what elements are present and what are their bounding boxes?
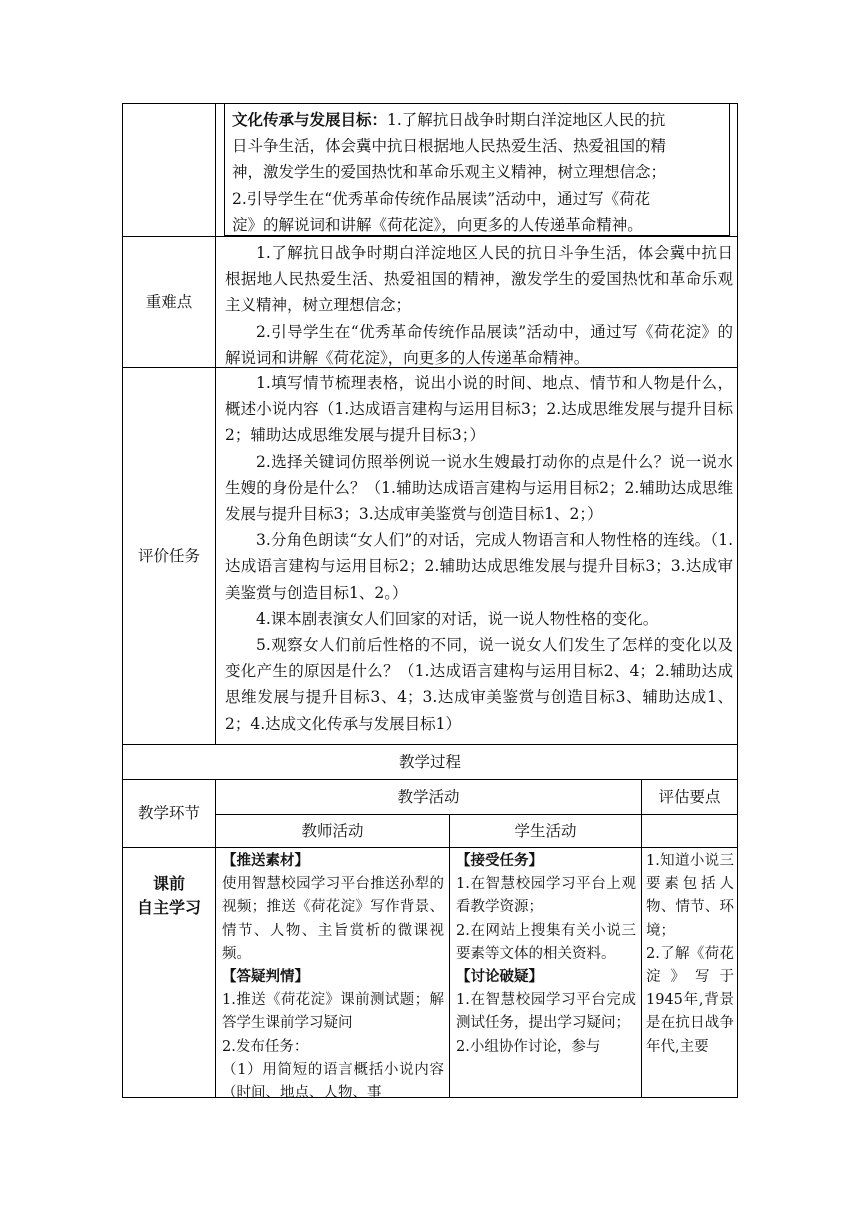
culture-goal-line3: 神，激发学生的爱国热忱和革命乐观主义精神，树立理想信念；: [232, 163, 667, 182]
inner-frame-left: [224, 103, 225, 235]
student-heading-accept-task: 【接受任务】: [456, 853, 543, 869]
eval-column-divider: [641, 779, 642, 1098]
teacher-heading-answer-questions: 【答疑判情】: [222, 969, 309, 986]
inner-frame-right: [729, 103, 730, 235]
evaluation-task-4: 4.课本剧表演女人们回家的对话，说一说人物性格的变化。: [256, 609, 659, 628]
evaluation-task-2: 2.选择关键词仿照举例说一说水生嫂最打动你的点是什么？说一说水生嫂的身份是什么？（1.辅助达成语言建构与运用目标2；2.辅助达成思维发展与提升目标3；3.达成审美鉴赏与创造目标1、2；）: [225, 452, 733, 524]
eval-point-1: 1.知道小说三要素包括人物、情节、环境；: [646, 853, 734, 939]
pre-class-stage-line1: 课前: [152, 873, 185, 893]
table-border-right: [737, 103, 738, 1098]
student-heading-discuss: 【讨论破疑】: [456, 969, 543, 986]
row-line-top: [122, 103, 738, 104]
key-points-label: 重难点: [145, 292, 193, 311]
activity-divider: [449, 814, 450, 1098]
student-activity-cell: [456, 850, 636, 1059]
student-accept-text-2: 2.在网站上搜集有关小说三要素等文体的相关资料。: [456, 922, 636, 962]
teacher-heading-push-materials: 【推送素材】: [222, 853, 309, 869]
culture-goal-line1: 1.了解抗日战争时期白洋淀地区人民的抗: [387, 111, 666, 129]
evaluation-task-1: 1.填写情节梳理表格，说出小说的时间、地点、情节和人物是什么，概述小说内容（1.达成语言建构与运用目标3；2.达成思维发展与提升目标2；辅助达成思维发展与提升目标3；）: [225, 374, 733, 445]
student-accept-text-1: 1.在智慧校园学习平台上观看教学资源；: [456, 876, 636, 916]
culture-goal-line5: 淀》的解说词和讲解《荷花淀》，向更多的人传递革命精神。: [232, 215, 643, 234]
teacher-answer-text-3: （1）用简短的语言概括小说内容（时间、地点、人物、事: [222, 1061, 444, 1102]
student-discuss-text-1: 1.在智慧校园学习平台完成测试任务，提出学习疑问；: [456, 992, 636, 1032]
pre-class-stage-line2: 自主学习: [136, 897, 201, 917]
eval-point-2: 2.了解《荷花淀》写于1945年,背景是在抗日战争年代,主要: [646, 945, 734, 1055]
process-title: 教学过程: [398, 752, 461, 771]
teacher-answer-text-1: 1.推送《荷花淀》课前测试题；解答学生课前学习疑问: [222, 992, 444, 1032]
teacher-activity-cell: [222, 850, 444, 1105]
teacher-answer-text-2: 2.发布任务：: [222, 1038, 309, 1055]
culture-goal-line4: 2.引导学生在“优秀革命传统作品展读”活动中，通过写《荷花: [232, 189, 651, 208]
stage-column-header: 教学环节: [137, 804, 200, 823]
key-points-paragraph-2: 2.引导学生在“优秀革命传统作品展读”活动中，通过写《荷花淀》的解说词和讲解《荷花淀》，向更多的人传递革命精神。: [225, 322, 733, 367]
teacher-push-materials-text: 使用智慧校园学习平台推送孙犁的视频；推送《荷花淀》写作背景、情节、人物、主旨赏析的微课视频。: [222, 876, 444, 962]
culture-goal-label: 文化传承与发展目标：: [232, 111, 388, 129]
teacher-activity-header: 教师活动: [301, 821, 364, 840]
evaluation-task-3: 3.分角色朗读“女人们”的对话，完成人物语言和人物性格的连线。（1.达成语言建构与运用目标2；2.辅助达成思维发展与提升目标3；3.达成审美鉴赏与创造目标1、2。）: [225, 531, 733, 602]
activity-column-header: 教学活动: [397, 787, 460, 806]
evaluation-content: [225, 370, 733, 737]
label-column-divider: [215, 103, 216, 744]
culture-goal-cell: [232, 107, 726, 238]
key-points-paragraph-1: 1.了解抗日战争时期白洋淀地区人民的抗日斗争生活，体会冀中抗日根据地人民热爱生活、热爱祖国的精神，激发学生的爱国热忱和革命乐观主义精神，树立理想信念；: [225, 244, 733, 315]
key-points-content: [225, 240, 733, 371]
culture-goal-line2: 日斗争生活，体会冀中抗日根据地人民热爱生活、热爱祖国的精: [232, 137, 667, 156]
eval-points-cell: [646, 850, 734, 1059]
eval-column-header: 评估要点: [658, 787, 721, 806]
evaluation-label: 评价任务: [137, 546, 200, 565]
pre-class-stage: [123, 848, 215, 943]
student-discuss-text-2: 2.小组协作讨论，参与: [456, 1038, 601, 1055]
evaluation-task-5: 5.观察女人们前后性格的不同，说一说女人们发生了怎样的变化以及变化产生的原因是什么？（1.达成语言建构与运用目标2、4；2.辅助达成思维发展与提升目标3、4；3.达成审美鉴赏与创造目标3、辅助达成1、2；4.达成文化传承与发展目标1）: [225, 636, 733, 733]
student-activity-header: 学生活动: [514, 821, 577, 840]
